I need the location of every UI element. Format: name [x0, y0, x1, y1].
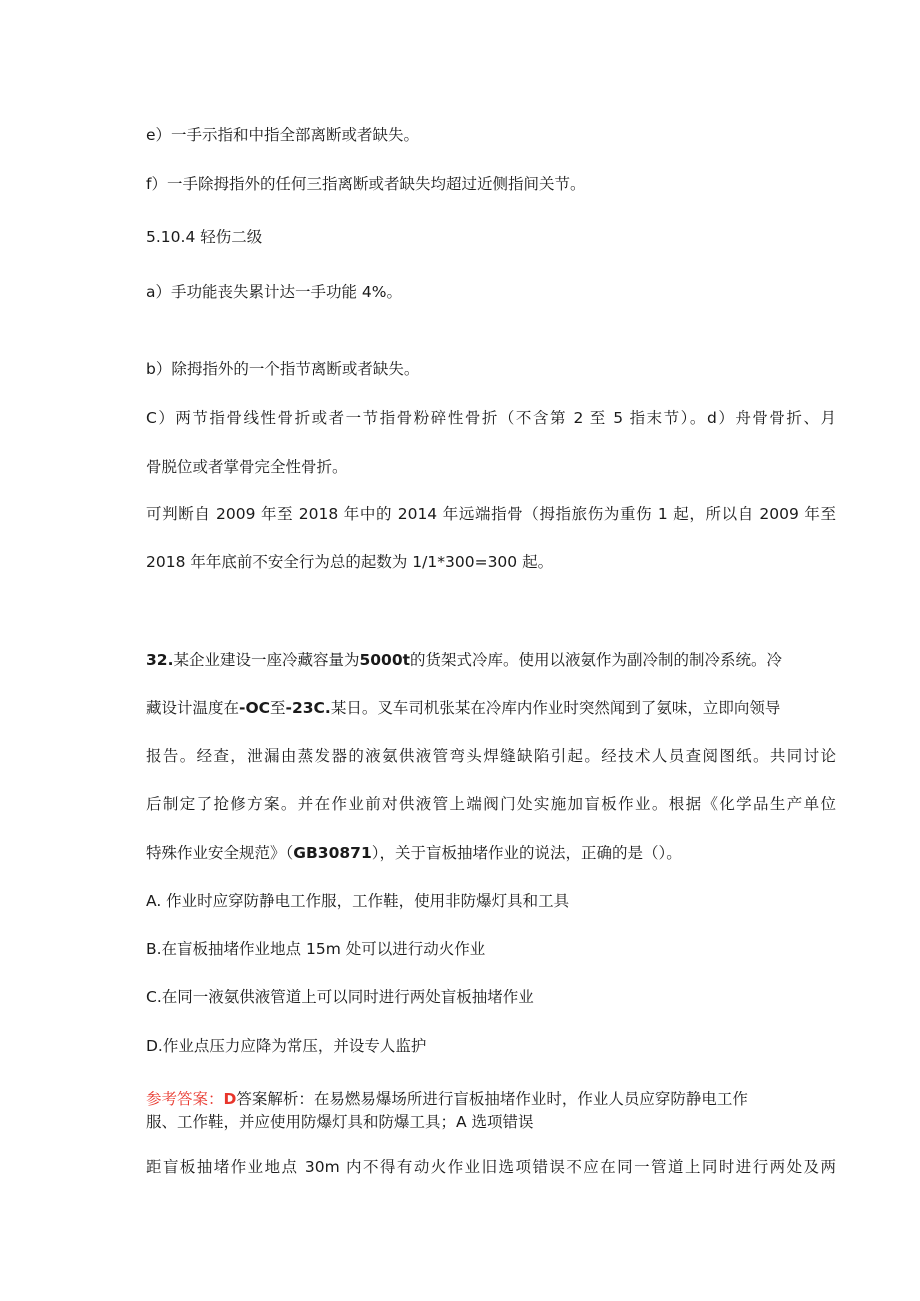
answer-explanation: 答案解析：在易燃易爆场所进行盲板抽堵作业时，作业人员应穿防静电工作	[236, 1090, 748, 1108]
question-line-4: 后制定了抢修方案。并在作业前对供液管上端阀门处实施加盲板作业。根据《化学品生产单位	[146, 795, 836, 813]
text-line-b: b）除拇指外的一个指节离断或者缺失。	[146, 360, 420, 378]
option-c: C.在同一液氨供液管道上可以同时进行两处盲板抽堵作业	[146, 988, 534, 1006]
question-text: 特殊作业安全规范》（	[146, 844, 294, 862]
question-bold-value: 5000t	[359, 651, 411, 669]
question-text: 至	[270, 699, 286, 717]
question-line-2	[146, 697, 836, 719]
question-line-5	[146, 842, 682, 864]
option-d: D.作业点压力应降为常压，并设专人监护	[146, 1037, 427, 1055]
option-b: B.在盲板抽堵作业地点 15m 处可以进行动火作业	[146, 940, 486, 958]
question-bold-value: -23C.	[285, 699, 331, 717]
question-text: 某日。叉车司机张某在冷库内作业时突然闻到了氨味，立即向领导	[330, 699, 781, 717]
question-line-3: 报告。经查，泄漏由蒸发器的液氨供液管弯头焊缝缺陷引起。经技术人员查阅图纸。共同讨论	[146, 747, 836, 765]
answer-line-2: 服、工作鞋，并应使用防爆灯具和防爆工具；A 选项错误	[146, 1113, 534, 1131]
answer-letter: D	[223, 1090, 237, 1108]
paragraph-line-2: 2018 年年底前不安全行为总的起数为 1/1*300=300 起。	[146, 553, 554, 571]
question-number: 32.	[146, 651, 174, 669]
question-text: ），关于盲板抽堵作业的说法，正确的是（）。	[371, 844, 682, 862]
text-line-f: f）一手除拇指外的任何三指离断或者缺失均超过近侧指间关节。	[146, 175, 586, 193]
answer-line-3: 距盲板抽堵作业地点 30m 内不得有动火作业旧选项错误不应在同一管道上同时进行两处及两	[146, 1158, 836, 1176]
text-line-c2: 骨脱位或者掌骨完全性骨折。	[146, 458, 348, 476]
question-text: 的货架式冷库。使用以液氨作为副冷制的制冷系统。冷	[410, 651, 783, 669]
text-line-c1: C）两节指骨线性骨折或者一节指骨粉碎性骨折（不含第 2 至 5 指末节）。d）舟骨骨折、月	[146, 409, 836, 427]
text-line-a: a）手功能丧失累计达一手功能 4%。	[146, 283, 403, 301]
section-heading: 5.10.4 轻伤二级	[146, 228, 263, 246]
question-text: 某企业建设一座冷藏容量为	[173, 651, 360, 669]
paragraph-line-1: 可判断自 2009 年至 2018 年中的 2014 年远端指骨（拇指旅伤为重伤 1 起，所以自 2009 年至	[146, 505, 836, 523]
answer-label: 参考答案：	[146, 1090, 224, 1108]
option-a: A. 作业时应穿防静电工作服，工作鞋，使用非防爆灯具和工具	[146, 892, 570, 910]
question-text: 藏设计温度在	[146, 699, 240, 717]
text-line-e: e）一手示指和中指全部离断或者缺失。	[146, 126, 420, 144]
question-bold-value: GB30871	[293, 844, 372, 862]
question-bold-value: -OC	[239, 699, 271, 717]
question-line-1	[146, 649, 836, 671]
answer-line-1	[146, 1088, 748, 1110]
